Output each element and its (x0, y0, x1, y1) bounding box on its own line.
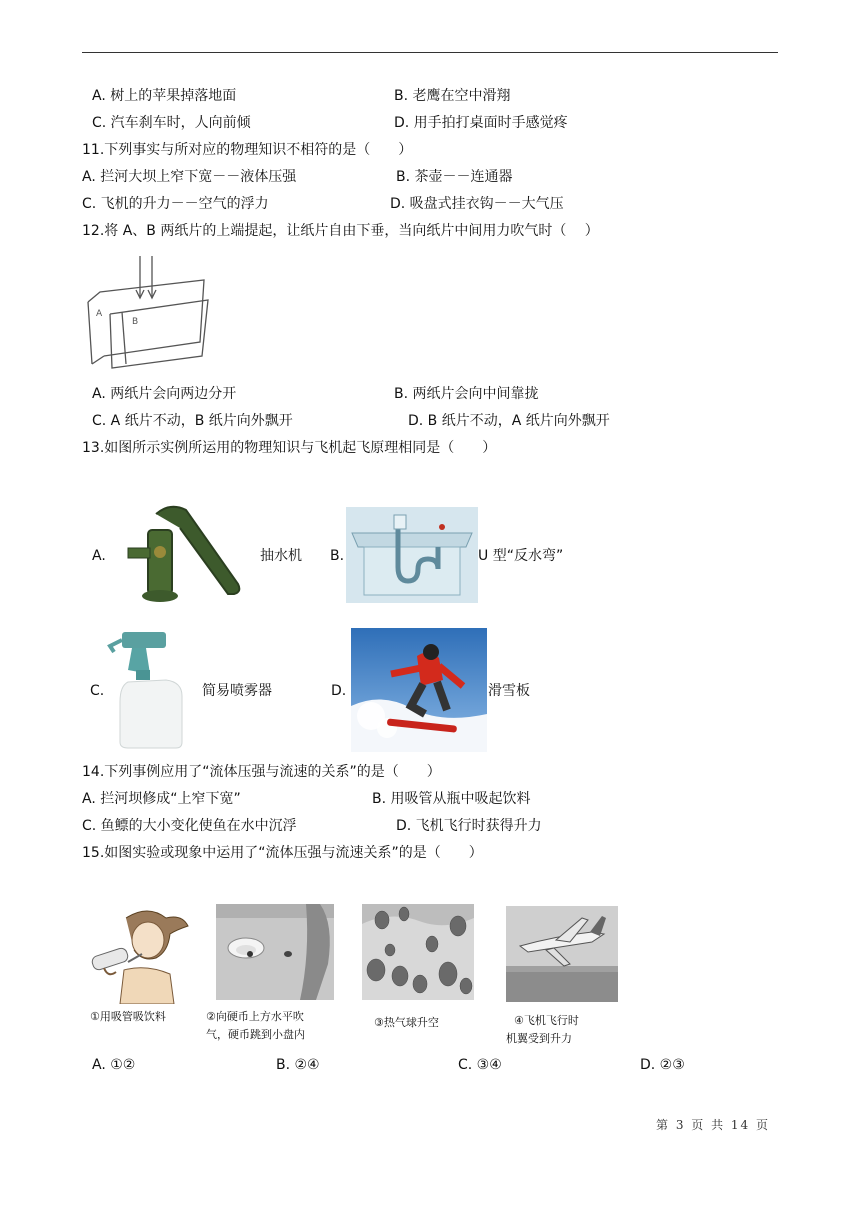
q14-option-c[interactable]: C. 鱼鳔的大小变化使鱼在水中沉浮 (82, 818, 297, 834)
caption-4-line1: ④飞机飞行时 (514, 1014, 579, 1027)
q10-option-b[interactable]: B. 老鹰在空中滑翔 (394, 88, 511, 104)
spray-bottle-image (106, 626, 186, 750)
caption-1: ①用吸管吸饮料 (90, 1010, 166, 1023)
q12-option-c[interactable]: C. A 纸片不动，B 纸片向外飘开 (92, 413, 293, 429)
u-trap-image (346, 507, 478, 603)
q11-option-d[interactable]: D. 吸盘式挂衣钩－－大气压 (390, 196, 564, 212)
q11-option-a[interactable]: A. 拦河大坝上窄下宽－－液体压强 (82, 169, 297, 185)
q13-d-caption: 滑雪板 (488, 683, 530, 699)
paper-b-label: B (132, 317, 139, 327)
q10-option-a[interactable]: A. 树上的苹果掉落地面 (92, 88, 237, 104)
q10-option-d[interactable]: D. 用手拍打桌面时手感觉疼 (394, 115, 568, 131)
coin-blow-image (216, 904, 334, 1000)
q13-d-letter[interactable]: D. (331, 683, 347, 699)
snowboarder-image (351, 628, 487, 752)
q15-stem: 15.如图实验或现象中运用了“流体压强与流速关系”的是（ ） (82, 845, 483, 861)
paper-sheets-figure (82, 252, 210, 370)
q12-stem: 12.将 A、B 两纸片的上端提起，让纸片自由下垂，当向纸片中间用力吹气时（ ） (82, 223, 599, 239)
q12-option-d[interactable]: D. B 纸片不动，A 纸片向外飘开 (408, 413, 610, 429)
airplane-takeoff-image (506, 906, 618, 1002)
caption-2-line1: ②向硬币上方水平吹 (206, 1010, 304, 1023)
q13-c-letter[interactable]: C. (90, 683, 105, 699)
q11-option-b[interactable]: B. 茶壶－－连通器 (396, 169, 513, 185)
q14-stem: 14.下列事例应用了“流体压强与流速的关系”的是（ ） (82, 764, 441, 780)
caption-2-line2: 气，硬币跳到小盘内 (206, 1028, 305, 1041)
hot-air-balloons-image (362, 904, 474, 1000)
caption-3: ③热气球升空 (374, 1016, 439, 1029)
q12-option-a[interactable]: A. 两纸片会向两边分开 (92, 386, 237, 402)
q13-c-caption: 简易喷雾器 (202, 683, 272, 699)
q13-a-letter[interactable]: A. (92, 548, 106, 564)
q15-option-d[interactable]: D. ②③ (640, 1057, 685, 1073)
water-pump-image (108, 500, 258, 608)
q13-b-caption: U 型“反水弯” (478, 548, 564, 564)
header-rule (82, 52, 778, 53)
q15-option-b[interactable]: B. ②④ (276, 1057, 320, 1073)
girl-straw-image (86, 904, 192, 1004)
page-number-footer: 第 3 页 共 14 页 (656, 1118, 770, 1132)
q12-option-b[interactable]: B. 两纸片会向中间靠拢 (394, 386, 539, 402)
q14-option-d[interactable]: D. 飞机飞行时获得升力 (396, 818, 542, 834)
q11-option-c[interactable]: C. 飞机的升力－－空气的浮力 (82, 196, 269, 212)
paper-a-label: A (96, 309, 103, 319)
q14-option-b[interactable]: B. 用吸管从瓶中吸起饮料 (372, 791, 531, 807)
q13-b-letter[interactable]: B. (330, 548, 345, 564)
caption-4-line2: 机翼受到升力 (506, 1032, 572, 1045)
q15-option-c[interactable]: C. ③④ (458, 1057, 502, 1073)
q15-option-a[interactable]: A. ①② (92, 1057, 136, 1073)
q14-option-a[interactable]: A. 拦河坝修成“上窄下宽” (82, 791, 241, 807)
q13-a-caption: 抽水机 (260, 548, 302, 564)
q10-option-c[interactable]: C. 汽车刹车时，人向前倾 (92, 115, 251, 131)
q11-stem: 11.下列事实与所对应的物理知识不相符的是（ ） (82, 142, 413, 158)
q13-stem: 13.如图所示实例所运用的物理知识与飞机起飞原理相同是（ ） (82, 440, 497, 456)
